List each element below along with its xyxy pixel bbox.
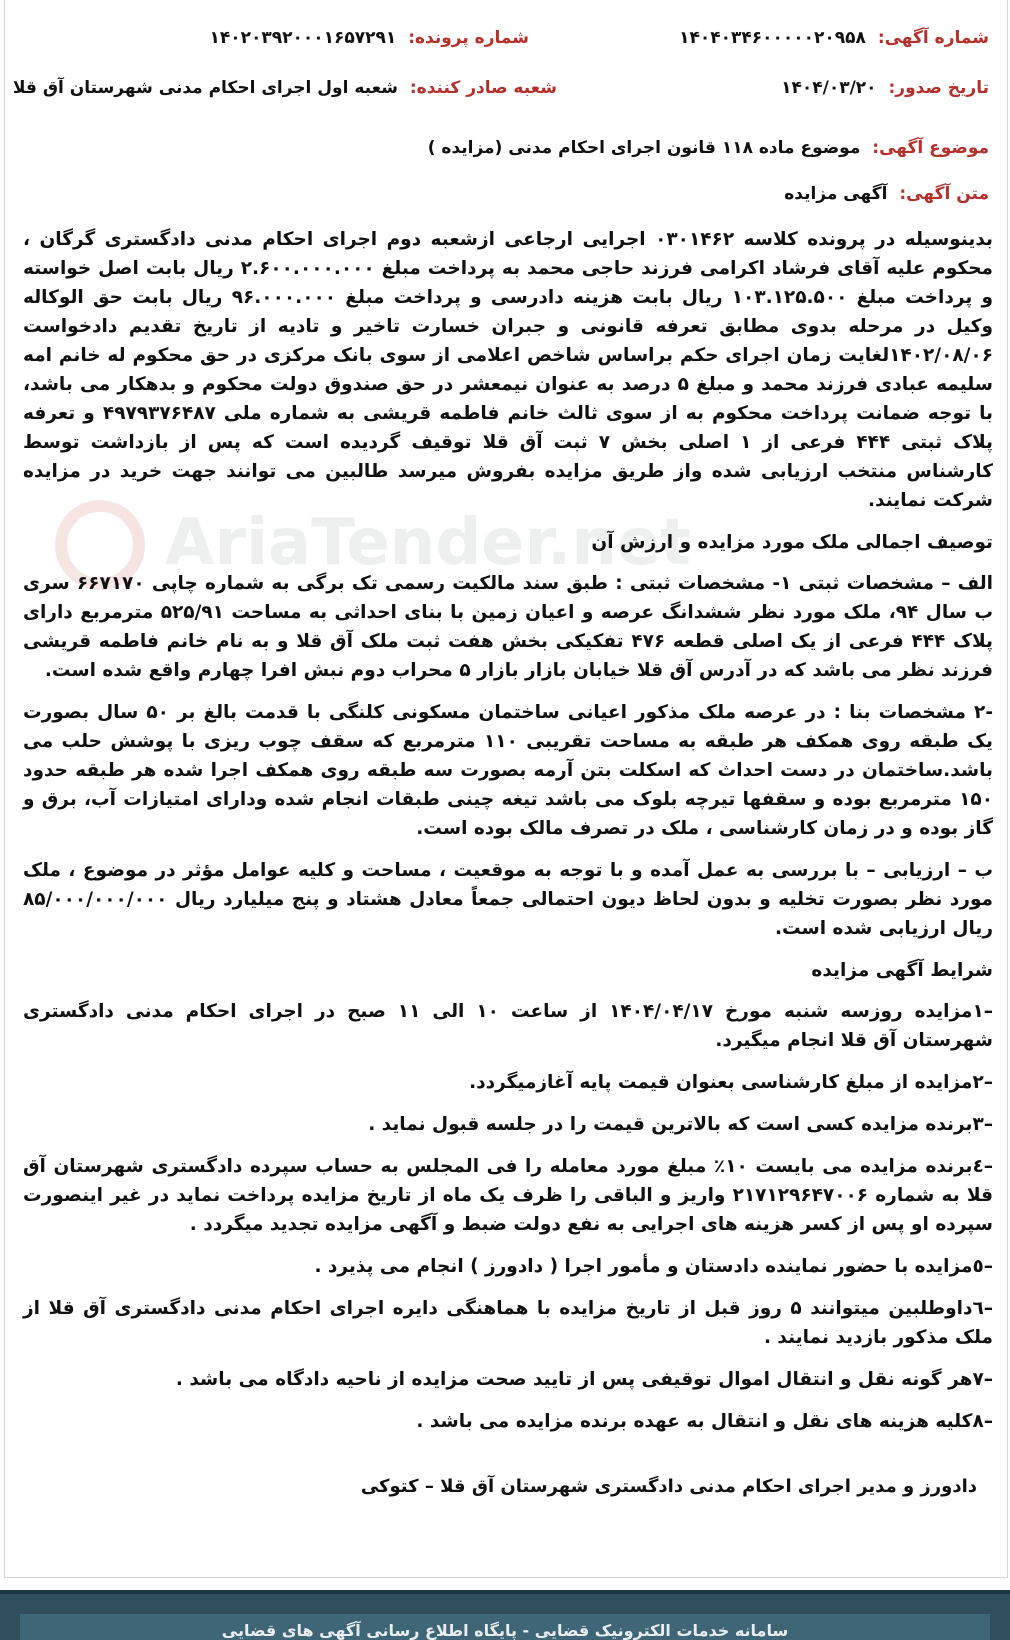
- condition-item: –۷هر گونه نقل و انتقال اموال توقیفی پس از تایید صحت مزایده از ناحیه دادگاه می باشد .: [175, 1369, 993, 1390]
- issuing-branch-field: [13, 78, 557, 98]
- condition-item: –۳برنده مزایده کسی است که بالاترین قیمت را در جلسه قبول نماید .: [368, 1114, 993, 1135]
- issuing-branch-label: شعبه صادر کننده:: [409, 78, 557, 98]
- condition-item: –٥مزایده با حضور نماینده دادستان و مأمور اجرا ( دادورز ) انجام می پذیرد .: [314, 1256, 993, 1277]
- signature: دادورز و مدیر اجرای احکام مدنی دادگستری شهرستان آق قلا – کتوکی: [360, 1476, 977, 1497]
- notice-number: ۱۴۰۴۰۳۴۶۰۰۰۰۰۲۰۹۵۸: [679, 28, 866, 48]
- condition-item: –۸کلیه هزینه های نقل و انتقال به عهده برنده مزایده می باشد .: [416, 1411, 993, 1432]
- notice-page: [4, 0, 1008, 1578]
- intro-paragraph: بدینوسیله در پرونده کلاسه ۰۳۰۱۴۶۲ اجرایی ارجاعی ازشعبه دوم اجرای احکام مدنی دادگستری گرگان ، محکوم علیه آقای فرشاد اکرامی فرزند حاجی محمد به پرداخت مبلغ ۲.۶۰۰.۰۰۰.۰۰۰ ریال بابت اصل خواسته و پرداخت مبلغ ۱۰۳.۱۲۵.۵۰۰ ریال بابت هزینه دادرسی و پرداخت مبلغ ۹۶.۰۰۰.۰۰۰ ریال بابت حق الوکاله وکیل در مرحله بدوی مطابق تعرفه قانونی و جبران خسارت تاخیر و تادیه از تاریخ تقدیم دادخواست ۱۴۰۲/۰۸/۰۶لغایت زمان اجرای حکم براساس شاخص اعلامی از سوی بانک مرکزی در حق محکوم له خانم امه سلیمه عبادی فرزند محمد و مبلغ ۵ درصد به عنوان نیمعشر در حق صندوق دولت محکوم و بدهکار می باشد، با توجه ضمانت پرداخت محکوم به از سوی ثالث خانم فاطمه قریشی به شماره ملی ۴۹۷۹۳۷۶۴۸۷ و تعرفه پلاک ثبتی ۴۴۴ فرعی از ۱ اصلی بخش ۷ ثبت آق قلا توقیف گردیده است که پس از بازداشت توسط کارشناس منتخب ارزیابی شده واز طریق مزایده بفروش میرسد طالبین می توانند جهت خرید در مزایده شرکت نمایند.: [23, 229, 994, 511]
- building-spec-paragraph: -۲ مشخصات بنا : در عرصه ملک مذکور اعیانی ساختمان مسکونی کلنگی با قدمت بالغ بر ۵۰ سال بصورت یک طبقه روی همکف هر طبقه به مساحت تقریبی ۱۱۰ مترمربع که سقف چوب ریزی با پوشش حلب می باشد.ساختمان در دست احداث که اسکلت بتن آرمه بصورت سه طبقه روی همکف اجرا شده هر طبقه حدود ۱۵۰ مترمربع بوده و سقفها تیرچه بلوک می باشد تیغه چینی طبقات انجام شده ودارای امتیازات آب، برق و گاز بوده و در زمان کارشناسی ، ملک در تصرف مالک بوده است.: [23, 702, 993, 839]
- case-number-field: [209, 28, 529, 48]
- watermark-text: AriaTender.net: [165, 506, 691, 580]
- issue-date-field: [781, 78, 989, 98]
- text-title: آگهی مزایده: [784, 184, 888, 204]
- notice-number-field: [679, 28, 989, 48]
- issuing-branch: شعبه اول اجرای احکام مدنی شهرستان آق قلا: [12, 78, 398, 98]
- issue-date: ۱۴۰۴/۰۳/۲۰: [781, 78, 877, 98]
- issue-date-label: تاریخ صدور:: [888, 78, 989, 98]
- notice-body: [23, 225, 993, 1449]
- subject-field: [428, 138, 989, 158]
- registration-spec-paragraph: الف – مشخصات ثبتی ۱- مشخصات ثبتی : طبق سند مالکیت رسمی تک برگی به شماره چاپی ۶۶۷۱۷۰ سری ب سال ۹۴، ملک مورد نظر ششدانگ عرصه و اعیان زمین با بنای احداثی به مساحت ۵۲۵/۹۱ مترمربع دارای پلاک ۴۴۴ فرعی از یک اصلی قطعه ۴۷۶ تفکیکی بخش هفت ثبت ملک آق قلا و به نام خانم فاطمه قریشی فرزند نظر می باشد که در آدرس آق قلا خیابان بازار بازار ۵ محراب دوم نبش افرا چهارم واقع شده است.: [23, 573, 993, 681]
- condition-item: –٦داوطلبین میتوانند ۵ روز قبل از تاریخ مزایده با هماهنگی دایره اجرای احکام مدنی دادگستری آق قلا از ملک مذکور بازدید نمایند .: [23, 1298, 993, 1348]
- footer-bar: [0, 1590, 1010, 1640]
- condition-item: –٤برنده مزایده می بایست ۱۰٪ مبلغ مورد معامله را فی المجلس به حساب سپرده دادگستری شهرستان آق قلا به شماره ۲۱۷۱۲۹۶۴۷۰۰۶ واریز و الباقی را ظرف یک ماه از تاریخ مزایده پرداخت نماید در غیر اینصورت سپرده او پس از کسر هزینه های اجرایی به نفع دولت ضبط و آگهی مزایده تجدید میگردد .: [23, 1156, 994, 1235]
- subject: موضوع ماده ۱۱۸ قانون اجرای احکام مدنی (مزایده ): [427, 138, 861, 158]
- text-field: [784, 184, 989, 204]
- subject-label: موضوع آگهی:: [872, 138, 989, 158]
- footer-text: سامانه خدمات الکترونیک قضایی - پایگاه اطلاع رسانی آگهی های قضایی: [20, 1614, 990, 1640]
- conditions-heading: شرایط آگهی مزایده: [811, 960, 993, 981]
- valuation-paragraph: ب – ارزیابی – با بررسی به عمل آمده و با توجه به موقعیت ، مساحت و کلیه عوامل مؤثر در موضوع ، ملک مورد نظر بصورت تخلیه و بدون لحاظ دیون احتمالی جمعاً معادل هشتاد و پنج میلیارد ریال ۸۵/۰۰۰/۰۰۰/۰۰۰ ریال ارزیابی شده است.: [23, 860, 993, 939]
- condition-item: –۱مزایده روزسه شنبه مورخ ۱۴۰۴/۰۴/۱۷ از ساعت ۱۰ الی ۱۱ صبح در اجرای احکام مدنی دادگستری شهرستان آق قلا انجام میگیرد.: [23, 1001, 993, 1051]
- case-number-label: شماره پرونده:: [408, 28, 529, 48]
- text-label: متن آگهی:: [899, 184, 989, 204]
- description-heading: توصیف اجمالی ملک مورد مزایده و ارزش آن: [591, 532, 993, 553]
- notice-number-label: شماره آگهی:: [877, 28, 989, 48]
- condition-item: –۲مزایده از مبلغ کارشناسی بعنوان قیمت پایه آغازمیگردد.: [469, 1072, 993, 1093]
- case-number: ۱۴۰۲۰۳۹۲۰۰۰۱۶۵۷۲۹۱: [209, 28, 397, 48]
